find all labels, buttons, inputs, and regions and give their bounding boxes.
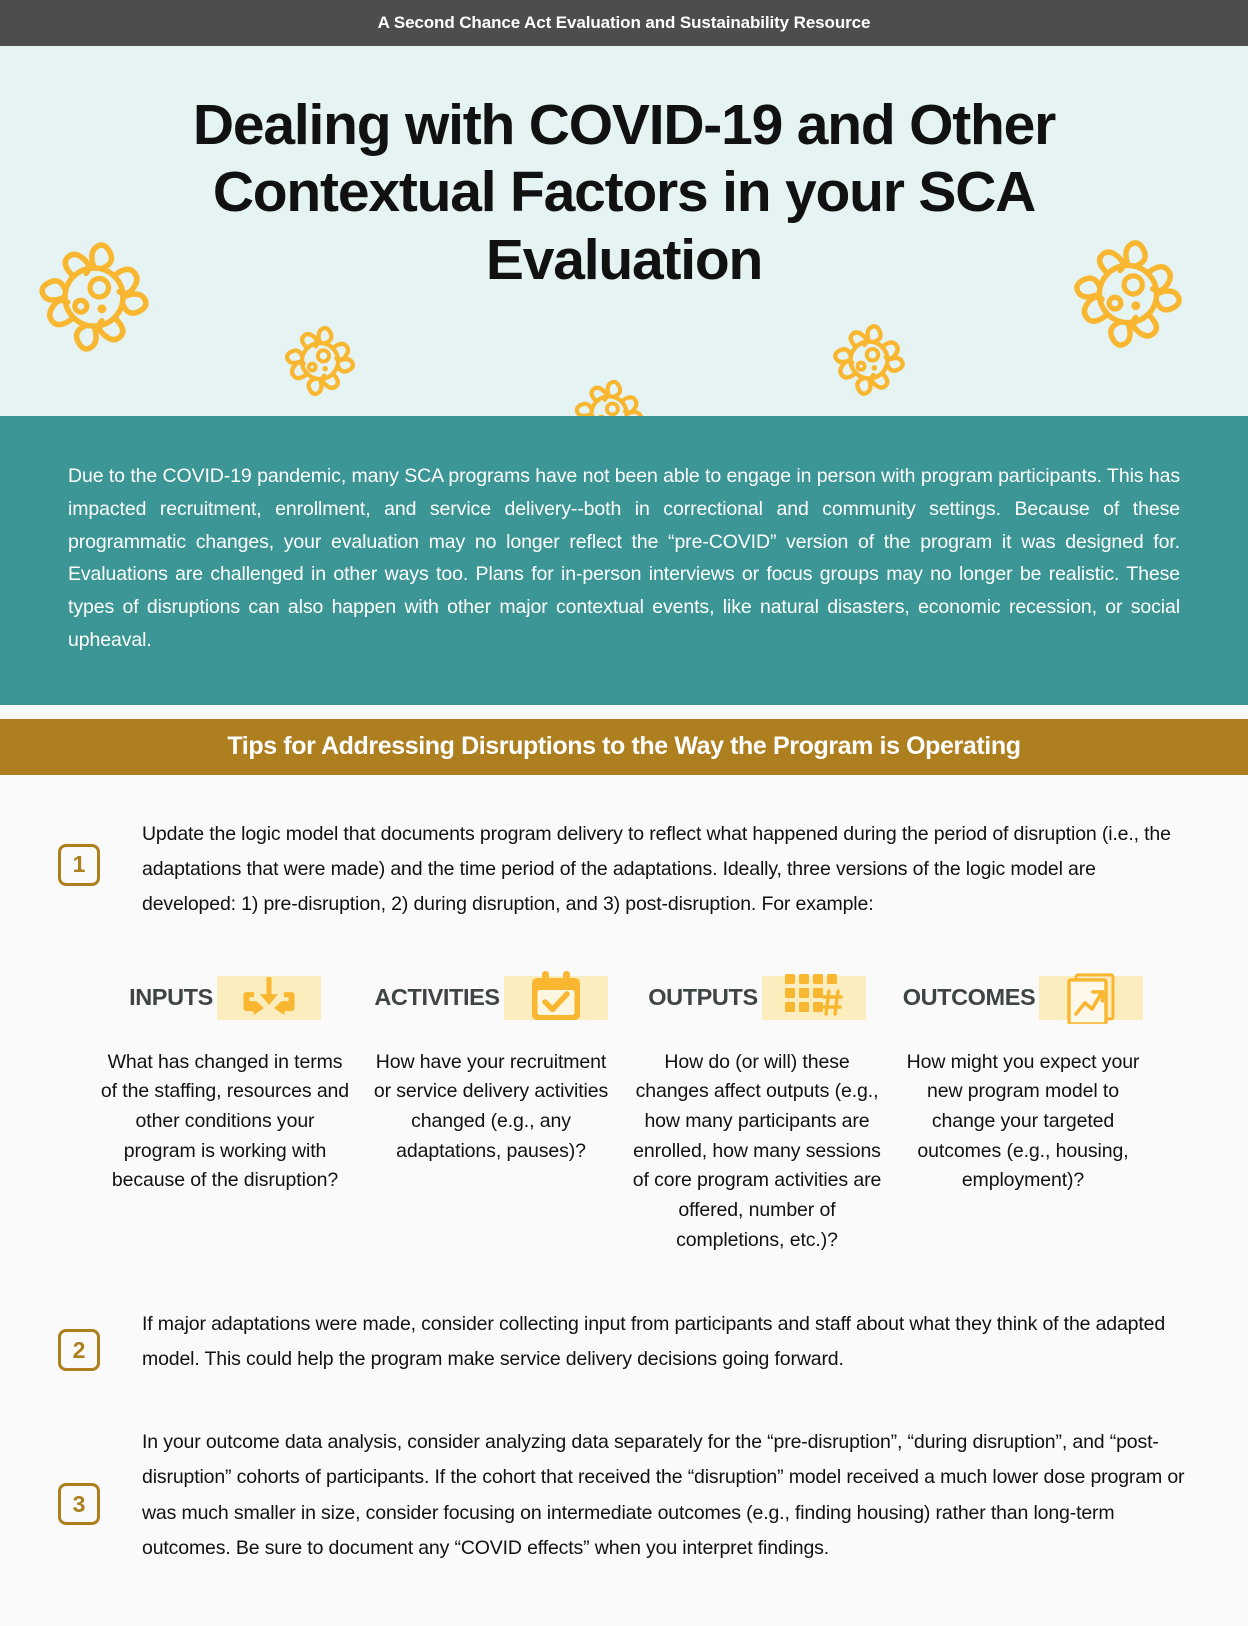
tip-text: If major adaptations were made, consider collecting input from participants and staff about what they think of the adapted model. This could help the program make service delivery decisions going forward. [142,1313,1166,1371]
grid-table-icon [762,976,866,1020]
virus-icon [825,316,913,409]
logic-column-header [632,970,882,1026]
logic-column-inputs [92,970,358,1255]
tips-banner-title: Tips for Addressing Disruptions to the Way the Program is Operating [227,732,1021,760]
calendar-check-icon [504,976,608,1020]
logic-model-columns [58,922,1190,1255]
top-banner [0,0,1248,46]
logic-column-outcomes [890,970,1156,1255]
logic-column-body: How have your recruitment or service delivery activities changed (e.g., any adaptations, pauses)? [373,1050,609,1162]
logic-column-label: OUTCOMES [902,984,1036,1011]
page-title: Dealing with COVID-19 and Other Contextual Factors in your SCA Evaluation [192,93,1056,292]
tip-text: In your outcome data analysis, consider analyzing data separately for the “pre-disruption”, “during disruption”, and “post-disruption” cohorts of participants. If the cohort that received the “disruption” model received a much lower dose program or was much smaller in size, consider focusing on intermediate outcomes (e.g., finding housing) rather than long-term outcomes. Be sure to document any “COVID effects” when you interpret findings. [142,1431,1185,1559]
tips-section [0,817,1248,1626]
tips-banner [0,719,1248,775]
virus-icon [567,372,651,416]
tip-number-badge: 2 [58,1329,100,1371]
logic-column-header [366,970,616,1026]
virus-icon [277,318,363,409]
tip-number-badge: 3 [58,1483,100,1525]
spacer [0,705,1248,719]
logic-column-label: OUTPUTS [648,984,758,1011]
logic-column-header [898,970,1148,1026]
logic-column-body: How do (or will) these changes affect outputs (e.g., how many participants are enrolled, how many sessions of core program activities are offered, number of completions, etc.)? [632,1050,882,1251]
arrows-converging-icon [217,976,321,1020]
logic-column-label: INPUTS [129,984,213,1011]
tip-number-badge: 1 [58,844,100,886]
chart-growth-icon [1039,976,1143,1020]
hero-section [0,46,1248,416]
tip-item [58,1425,1190,1625]
tip-text: Update the logic model that documents program delivery to reflect what happened during the period of disruption (i.e., the adaptations that were made) and the time period of the adaptations. Ideally, three versions of the logic model are developed: 1) pre-disruption, 2) during disruption, and 3) post-disruption. For example: [142,822,1171,915]
logic-column-outputs [624,970,890,1255]
resource-subtitle: A Second Chance Act Evaluation and Sustainability Resource [377,13,871,32]
logic-column-activities [358,970,624,1255]
tip-item [58,1307,1190,1377]
intro-paragraph: Due to the COVID-19 pandemic, many SCA programs have not been able to engage in person with program participants. This has impacted recruitment, enrollment, and service delivery--both in correctional and community settings. Because of these programmatic changes, your evaluation may no longer reflect the “pre-COVID” version of the program it was designed for. Evaluations are challenged in other ways too. Plans for in-person interviews or focus groups may no longer be realistic. These types of disruptions can also happen with other major contextual events, like natural disasters, economic recession, or social upheaval. [68,465,1180,651]
intro-section [0,416,1248,705]
logic-column-header [100,970,350,1026]
logic-column-label: ACTIVITIES [374,984,500,1011]
logic-column-body: What has changed in terms of the staffing, resources and other conditions your program is working with because of the disruption? [100,1050,350,1192]
logic-column-body: How might you expect your new program model to change your targeted outcomes (e.g., housing, employment)? [906,1050,1140,1192]
tip-item [58,817,1190,922]
